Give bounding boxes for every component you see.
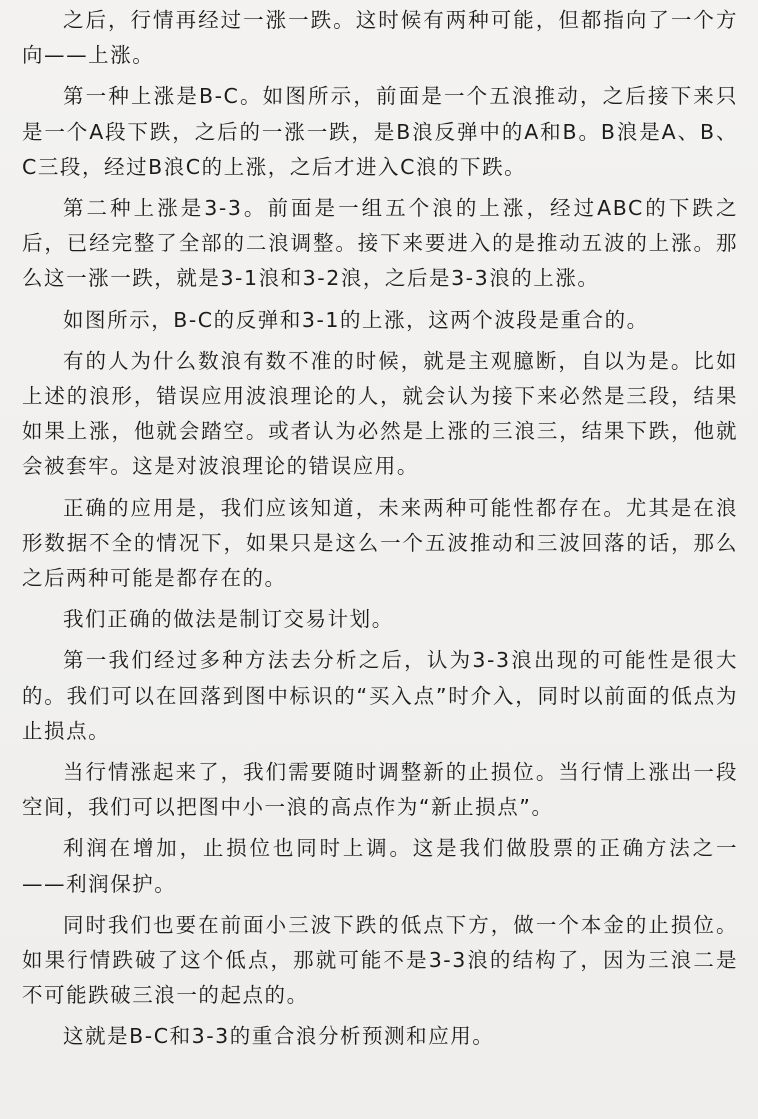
paragraph-1: 之后，行情再经过一涨一跌。这时候有两种可能，但都指向了一个方向——上涨。 xyxy=(22,8,738,68)
paragraph-6: 正确的应用是，我们应该知道，未来两种可能性都存在。尤其是在浪形数据不全的情况下，如果只是这么一个五波推动和三波回落的话，那么之后两种可能是都存在的。 xyxy=(22,495,738,591)
paragraph-12: 这就是B-C和3-3的重合浪分析预测和应用。 xyxy=(63,1024,495,1049)
paragraph-7: 我们正确的做法是制订交易计划。 xyxy=(63,607,394,632)
paragraph-11: 同时我们也要在前面小三波下跌的低点下方，做一个本金的止损位。如果行情跌破了这个低点，那就可能不是3-3浪的结构了，因为三浪二是不可能跌破三浪一的起点的。 xyxy=(22,912,738,1008)
paragraph-9: 当行情涨起来了，我们需要随时调整新的止损位。当行情上涨出一段空间，我们可以把图中小一浪的高点作为“新止损点”。 xyxy=(22,760,738,820)
paragraph-4: 如图所示，B-C的反弹和3-1的上涨，这两个波段是重合的。 xyxy=(63,307,649,332)
paragraph-3: 第二种上涨是3-3。前面是一组五个浪的上涨，经过ABC的下跌之后，已经完整了全部的二浪调整。接下来要进入的是推动五波的上涨。那么这一涨一跌，就是3-1浪和3-2浪，之后是3-3浪的上涨。 xyxy=(22,196,738,291)
paragraph-2: 第一种上涨是B-C。如图所示，前面是一个五浪推动，之后接下来只是一个A段下跌，之后的一涨一跌，是B浪反弹中的A和B。B浪是A、B、C三段，经过B浪C的上涨，之后才进入C浪的下跌。 xyxy=(22,84,738,179)
paragraph-8: 第一我们经过多种方法去分析之后，认为3-3浪出现的可能性是很大的。我们可以在回落到图中标识的“买入点”时介入，同时以前面的低点为止损点。 xyxy=(22,648,738,743)
paragraph-5: 有的人为什么数浪有数不准的时候，就是主观臆断，自以为是。比如上述的浪形，错误应用波浪理论的人，就会认为接下来必然是三段，结果如果上涨，他就会踏空。或者认为必然是上涨的三浪三，结果下跌，他就会被套牢。这是对波浪理论的错误应用。 xyxy=(22,348,738,479)
paragraph-10: 利润在增加，止损位也同时上调。这是我们做股票的正确方法之一——利润保护。 xyxy=(22,836,738,896)
